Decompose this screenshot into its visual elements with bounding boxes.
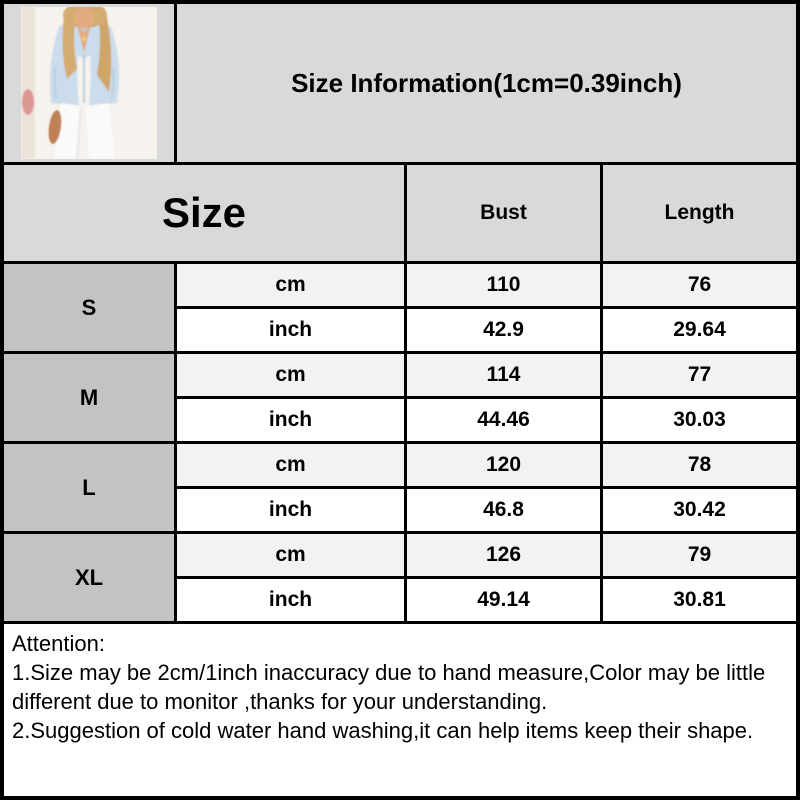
unit-label-cm: cm <box>177 444 404 486</box>
row-s-inch-bust-value: 42.9 <box>407 309 600 351</box>
row-l-cm-bust-value: 120 <box>407 444 600 486</box>
unit-label-inch: inch <box>177 309 404 351</box>
size-info-title: Size Information(1cm=0.39inch) <box>177 4 796 162</box>
product-photo-cell <box>4 4 174 162</box>
row-m-cm-length-value: 77 <box>603 354 796 396</box>
row-s-inch-length-value: 29.64 <box>603 309 796 351</box>
column-header-bust: Bust <box>407 165 600 261</box>
unit-label-inch: inch <box>177 399 404 441</box>
size-row-label-s: S <box>4 264 174 351</box>
row-l-inch-length-value: 30.42 <box>603 489 796 531</box>
row-xl-cm-bust-value: 126 <box>407 534 600 576</box>
row-s-cm-bust-value: 110 <box>407 264 600 306</box>
row-s-cm-length-value: 76 <box>603 264 796 306</box>
unit-label-cm: cm <box>177 264 404 306</box>
row-xl-inch-bust-value: 49.14 <box>407 579 600 621</box>
row-xl-inch-length-value: 30.81 <box>603 579 796 621</box>
row-l-cm-length-value: 78 <box>603 444 796 486</box>
row-m-inch-bust-value: 44.46 <box>407 399 600 441</box>
size-row-label-xl: XL <box>4 534 174 621</box>
size-row-label-m: M <box>4 354 174 441</box>
unit-label-inch: inch <box>177 579 404 621</box>
attention-item-2: 2.Suggestion of cold water hand washing,it can help items keep their shape. <box>12 718 754 743</box>
row-m-inch-length-value: 30.03 <box>603 399 796 441</box>
column-header-length: Length <box>603 165 796 261</box>
column-header-size: Size <box>4 165 404 261</box>
attention-note <box>4 624 796 796</box>
size-row-label-l: L <box>4 444 174 531</box>
attention-heading: Attention: <box>12 631 105 656</box>
unit-label-cm: cm <box>177 354 404 396</box>
row-l-inch-bust-value: 46.8 <box>407 489 600 531</box>
product-photo <box>21 7 157 159</box>
unit-label-inch: inch <box>177 489 404 531</box>
row-xl-cm-length-value: 79 <box>603 534 796 576</box>
attention-item-1: 1.Size may be 2cm/1inch inaccuracy due to hand measure,Color may be little different due to monitor ,thanks for your understanding. <box>12 660 766 714</box>
row-m-cm-bust-value: 114 <box>407 354 600 396</box>
unit-label-cm: cm <box>177 534 404 576</box>
